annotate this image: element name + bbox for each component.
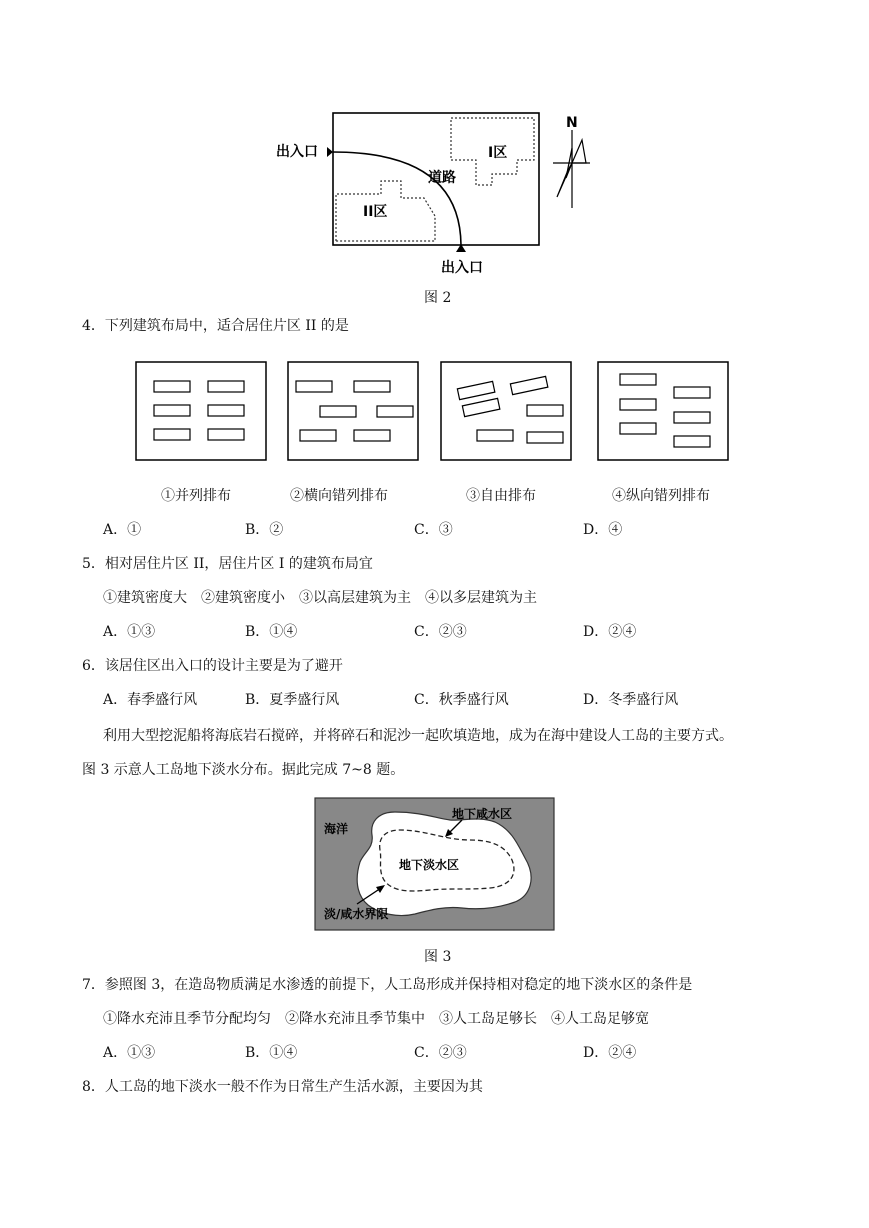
zone-1-label: I区 xyxy=(488,145,508,161)
figure-2-caption: 图 2 xyxy=(424,290,452,306)
layout-label-4: ④纵向错列排布 xyxy=(612,488,710,504)
figure-2 xyxy=(270,100,610,285)
question-6-stem: 6．该居住区出入口的设计主要是为了避开 xyxy=(82,658,343,674)
north-arrow-icon xyxy=(553,115,590,208)
layout-label-1: ①并列排布 xyxy=(161,488,231,504)
q7-option-c: C．②③ xyxy=(414,1045,467,1061)
q4-option-c: C．③ xyxy=(414,522,453,538)
saltwater-label: 地下咸水区 xyxy=(452,807,513,821)
passage-line-1: 利用大型挖泥船将海底岩石搅碎，并将碎石和泥沙一起吹填造地，成为在海中建设人工岛的主要方式。 xyxy=(103,728,733,744)
freshwater-label: 地下淡水区 xyxy=(399,858,460,872)
question-7-choices: ①降水充沛且季节分配均匀 ②降水充沛且季节集中 ③人工岛足够长 ④人工岛足够宽 xyxy=(103,1011,649,1027)
entrance-top-marker xyxy=(327,147,333,157)
q4-option-b: B．② xyxy=(245,522,284,538)
q6-option-d: D．冬季盛行风 xyxy=(583,692,679,708)
q7-option-a: A．①③ xyxy=(103,1045,156,1061)
figure-3-caption: 图 3 xyxy=(424,949,452,965)
question-8-stem: 8．人工岛的地下淡水一般不作为日常生产生活水源，主要因为其 xyxy=(82,1079,483,1095)
question-5-stem: 5．相对居住片区 II，居住片区 I 的建筑布局宜 xyxy=(82,556,373,572)
zone-2-label: II区 xyxy=(363,204,388,220)
q6-option-b: B．夏季盛行风 xyxy=(245,692,340,708)
ocean-label: 海洋 xyxy=(324,822,349,836)
q6-option-a: A．春季盛行风 xyxy=(103,692,198,708)
layout-4-diagram xyxy=(598,362,728,460)
q7-option-b: B．①④ xyxy=(245,1045,298,1061)
entrance-bottom-label: 出入口 xyxy=(441,260,483,276)
question-7-stem: 7．参照图 3，在造岛物质满足水渗透的前提下，人工岛形成并保持相对稳定的地下淡水区的条件是 xyxy=(82,977,693,993)
layout-label-3: ③自由排布 xyxy=(466,488,536,504)
road-arc xyxy=(333,152,461,245)
question-4-stem: 4．下列建筑布局中，适合居住片区 II 的是 xyxy=(82,318,349,334)
q4-option-d: D．④ xyxy=(583,522,623,538)
entrance-top-label: 出入口 xyxy=(276,144,318,160)
q7-option-d: D．②④ xyxy=(583,1045,637,1061)
layout-diagrams xyxy=(130,355,740,470)
figure-3 xyxy=(310,793,560,935)
question-5-choices: ①建筑密度大 ②建筑密度小 ③以高层建筑为主 ④以多层建筑为主 xyxy=(103,590,537,606)
q5-option-b: B．①④ xyxy=(245,624,298,640)
q5-option-a: A．①③ xyxy=(103,624,156,640)
layout-1-diagram xyxy=(136,362,266,460)
passage-line-2: 图 3 示意人工岛地下淡水分布。据此完成 7~8 题。 xyxy=(82,762,405,778)
q4-option-a: A．① xyxy=(103,522,142,538)
layout-3-diagram xyxy=(441,362,571,460)
boundary-label: 淡/咸水界限 xyxy=(324,907,389,921)
svg-text:N: N xyxy=(566,115,578,131)
q6-option-c: C．秋季盛行风 xyxy=(414,692,509,708)
layout-label-2: ②横向错列排布 xyxy=(290,488,388,504)
road-label: 道路 xyxy=(428,170,456,186)
q5-option-d: D．②④ xyxy=(583,624,637,640)
layout-2-diagram xyxy=(288,362,418,460)
q5-option-c: C．②③ xyxy=(414,624,467,640)
